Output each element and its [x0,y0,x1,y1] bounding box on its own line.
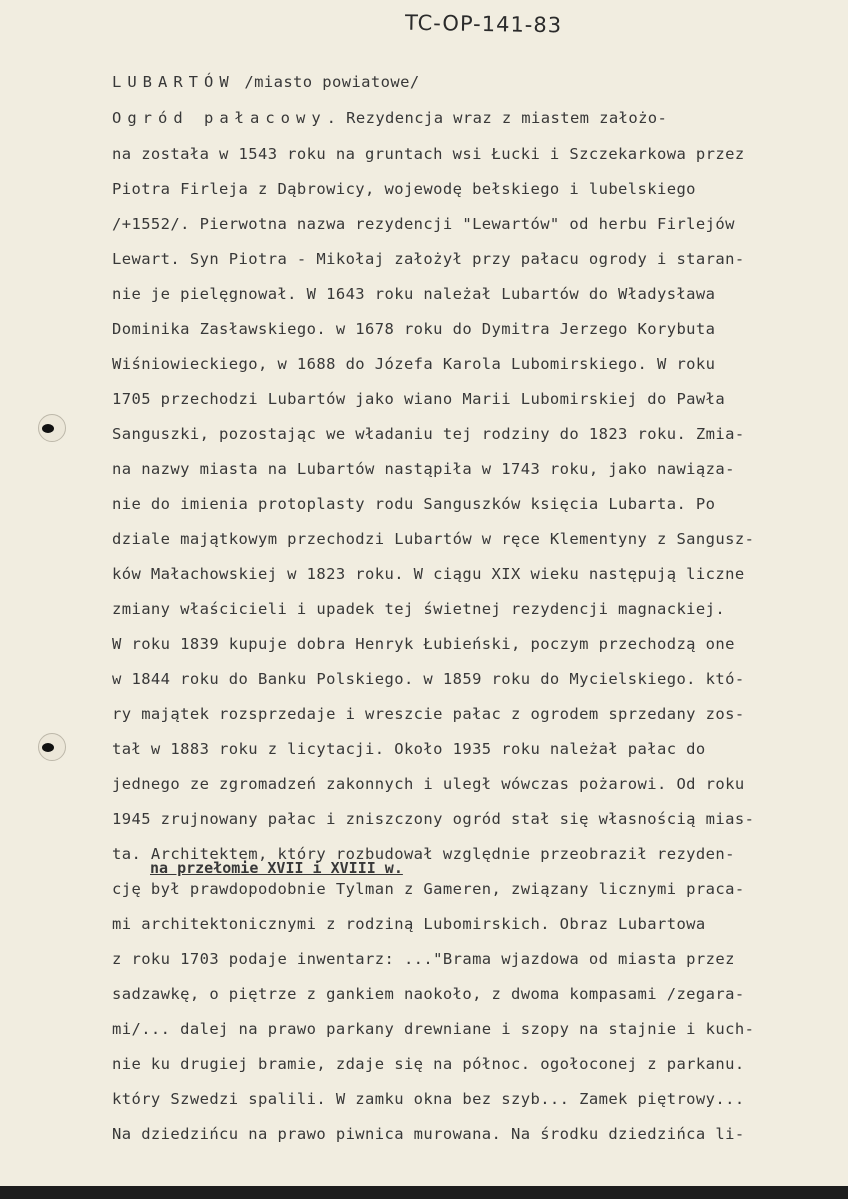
page-bottom-edge [0,1186,848,1199]
text-line: zmiany właścicieli i upadek tej świetnej rezydencji magnackiej. [112,600,726,618]
first-line [112,106,667,130]
text-line: 1945 zrujnowany pałac i zniszczony ogród stał się własnością mias- [112,810,755,828]
text-line: nie do imienia protoplasty rodu Sanguszków księcia Lubarta. Po [112,495,716,513]
text-line: 1705 przechodzi Lubartów jako wiano Marii Lubomirskiej do Pawła [112,390,726,408]
punch-hole-icon [38,733,66,761]
text-line: sadzawkę, o piętrze z gankiem naokoło, z dwoma kompasami /zegara- [112,985,745,1003]
text-line: Na dziedzińcu na prawo piwnica murowana. Na środku dziedzińca li- [112,1125,745,1143]
document-title [112,70,420,94]
text-line: dziale majątkowym przechodzi Lubartów w ręce Klementyny z Sangusz- [112,530,755,548]
text-line: tał w 1883 roku z licytacji. Około 1935 roku należał pałac do [112,740,706,758]
text-line: Piotra Firleja z Dąbrowicy, wojewodę bełskiego i lubelskiego [112,180,696,198]
text-line: ta. Architektem, który rozbudował względnie przeobraził rezyden- [112,845,735,863]
text-line: ry majątek rozsprzedaje i wreszcie pałac z ogrodem sprzedany zos- [112,705,745,723]
title-subtitle: /miasto powiatowe/ [234,73,420,91]
title-town: LUBARTÓW [112,73,235,91]
archive-reference-number: TC-OP-141-83 [404,10,563,38]
text-line: ków Małachowskiej w 1823 roku. W ciągu XIX wieku następują liczne [112,565,745,583]
text-line: W roku 1839 kupuje dobra Henryk Łubieński, poczym przechodzą one [112,635,735,653]
punch-hole-icon [38,414,66,442]
text-line: Dominika Zasławskiego. w 1678 roku do Dymitra Jerzego Korybuta [112,320,716,338]
text-line: /+1552/. Pierwotna nazwa rezydencji "Lewartów" od herbu Firlejów [112,215,735,233]
text-line: z roku 1703 podaje inwentarz: ..."Brama wjazdowa od miasta przez [112,950,735,968]
text-line: mi architektonicznymi z rodziną Lubomirskich. Obraz Lubartowa [112,915,706,933]
text-line: nie ku drugiej bramie, zdaje się na północ. ogołoconej z parkanu. [112,1055,745,1073]
handwritten-insertion: na przełomie XVII i XVIII w. [150,859,403,877]
text-line: na została w 1543 roku na gruntach wsi Łucki i Szczekarkowa przez [112,145,745,163]
first-line-text: . Rezydencja wraz z miastem założo- [326,109,668,127]
text-line: Wiśniowieckiego, w 1688 do Józefa Karola Lubomirskiego. W roku [112,355,716,373]
text-line: Lewart. Syn Piotra - Mikołaj założył przy pałacu ogrody i staran- [112,250,745,268]
text-line: jednego ze zgromadzeń zakonnych i uległ wówczas pożarowi. Od roku [112,775,745,793]
text-line: nie je pielęgnował. W 1643 roku należał Lubartów do Władysława [112,285,716,303]
text-line: Sanguszki, pozostając we władaniu tej rodziny do 1823 roku. Zmia- [112,425,745,443]
text-line: cję był prawdopodobnie Tylman z Gameren, związany licznymi praca- [112,880,745,898]
section-heading: Ogród pałacowy [112,109,327,127]
text-line: w 1844 roku do Banku Polskiego. w 1859 roku do Mycielskiego. któ- [112,670,745,688]
text-line: na nazwy miasta na Lubartów nastąpiła w 1743 roku, jako nawiąza- [112,460,735,478]
text-line: który Szwedzi spalili. W zamku okna bez szyb... Zamek piętrowy... [112,1090,745,1108]
text-line: mi/... dalej na prawo parkany drewniane i szopy na stajnie i kuch- [112,1020,755,1038]
